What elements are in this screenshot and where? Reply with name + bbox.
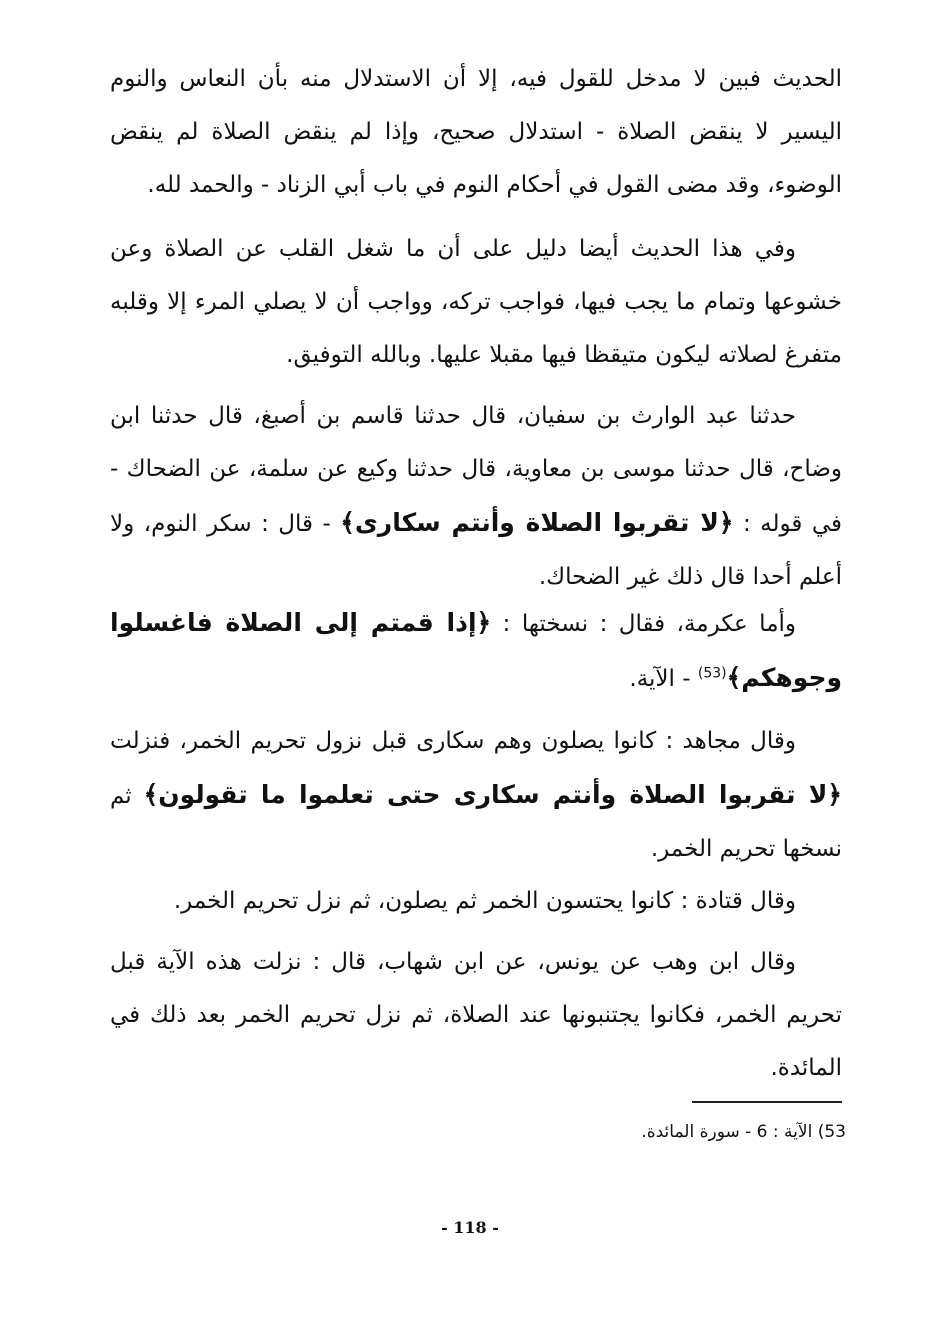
- paragraph-1-text: الحديث فبين لا مدخل للقول فيه، إلا أن الاستدلال منه بأن النعاس والنوم اليسير لا ينقض الصلاة - استدلال صحيح، وإذا لم ينقض الصلاة لم ينقض الوضوء، وقد مضى القول في أحكام النوم في باب أبي الزناد - والحمد لله.: [110, 66, 842, 198]
- paragraph-5-text-a: وقال مجاهد : كانوا يصلون وهم سكارى قبل نزول تحريم الخمر، فنزلت: [110, 728, 796, 754]
- paragraph-5-text-b: ثم نسخها تحريم الخمر.: [110, 783, 842, 862]
- paragraph-7-text: وقال ابن وهب عن يونس، عن ابن شهاب، قال : نزلت هذه الآية قبل تحريم الخمر، فكانوا يجتنبونها عند الصلاة، ثم نزل تحريم الخمر بعد ذلك في المائدة.: [110, 949, 842, 1081]
- page-number: - 118 -: [441, 1218, 499, 1237]
- paragraph-4-text-b: - الآية.: [629, 666, 691, 692]
- footnote-number: 53): [817, 1122, 846, 1142]
- paragraph-3-text-a: حدثنا عبد الوارث بن سفيان، قال حدثنا قاسم بن أصبغ، قال حدثنا ابن وضاح، قال حدثنا موسى بن معاوية، قال حدثنا وكيع عن سلمة، عن الضحاك - في قوله :: [110, 403, 843, 537]
- quran-verse: ﴿لا تقربوا الصلاة وأنتم سكارى﴾: [340, 508, 734, 537]
- paragraph-2-text: وفي هذا الحديث أيضا دليل على أن ما شغل القلب عن الصلاة وعن خشوعها وتمام ما يجب فيها، فواجب تركه، وواجب أن لا يصلي المرء إلا وقلبه متفرغ لصلاته ليكون متيقظا فيها مقبلا عليها. وبالله التوفيق.: [110, 236, 842, 368]
- footnote-text: الآية : 6 - سورة المائدة.: [641, 1122, 813, 1142]
- paragraph-2: [110, 223, 842, 382]
- footnote-reference: (53): [697, 665, 727, 682]
- footnote: [346, 1118, 846, 1146]
- paragraph-3: [110, 390, 842, 604]
- quran-verse: ﴿لا تقربوا الصلاة وأنتم سكارى حتى تعلموا ما تقولون﴾: [143, 780, 842, 809]
- paragraph-3-text-b: - قال : سكر النوم، ولا أعلم أحدا قال ذلك غير الضحاك.: [110, 511, 842, 590]
- paragraph-7: [110, 936, 842, 1095]
- paragraph-4: [110, 596, 842, 706]
- paragraph-4-text-a: وأما عكرمة، فقال : نسختها :: [502, 611, 797, 637]
- paragraph-6-text: وقال قتادة : كانوا يحتسون الخمر ثم يصلون، ثم نزل تحريم الخمر.: [173, 888, 796, 914]
- footnote-divider: [692, 1101, 842, 1103]
- paragraph-5: [110, 715, 842, 876]
- quran-verse: ﴿إذا قمتم إلى الصلاة فاغسلوا وجوهكم﴾: [110, 608, 842, 692]
- paragraph-6: [110, 875, 842, 928]
- paragraph-1: [110, 53, 842, 212]
